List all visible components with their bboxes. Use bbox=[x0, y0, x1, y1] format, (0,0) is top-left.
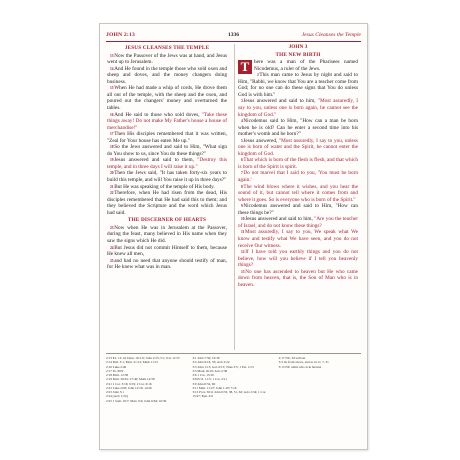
verse bbox=[107, 190, 227, 216]
cross-reference: 3:13 NU omits who is in heaven bbox=[278, 364, 322, 369]
bible-page bbox=[99, 23, 368, 450]
verse-number: 9 bbox=[241, 204, 243, 209]
header-title: Jesus Cleanses the Temple bbox=[301, 32, 361, 38]
verse bbox=[107, 131, 227, 144]
verse-text: and had no need that anyone should testify of man, for He knew what was in man. bbox=[107, 257, 227, 271]
words-of-christ: Do not marvel that I said to you, 'You must be born again.' bbox=[238, 170, 358, 184]
cross-reference: 3:8 Eccl. 11:5; 1 Cor. 2:11 bbox=[192, 377, 227, 382]
verse-text: And He found in the temple those who sold oxen and sheep and doves, and the money changers doing business. bbox=[107, 65, 227, 85]
words-of-christ: Most assuredly, I say to you, We speak what We know and testify what We have seen, and you do not receive Our witness. bbox=[238, 229, 358, 249]
verse-number: 14 bbox=[110, 66, 114, 71]
verse-number: 13 bbox=[110, 53, 114, 58]
verse-text: Jesus answered, bbox=[243, 137, 279, 144]
cross-reference-column-2 bbox=[192, 356, 274, 444]
verse bbox=[238, 229, 358, 249]
verse-text: Then His disciples remembered that it was written, "Zeal for Your house has eaten Me up." bbox=[107, 131, 227, 144]
cross-reference: 2:19 Matt. 26:61; 27:40; Mark 14:58 bbox=[106, 377, 155, 382]
verse bbox=[238, 249, 358, 269]
cross-reference: 3:2 John 9:16, 33; Acts 2:22 bbox=[192, 360, 230, 365]
verse-text: So the Jews answered and said to Him, "What sign do You show to us, since You do these things?" bbox=[107, 144, 227, 157]
words-of-christ: That which is born of the flesh is flesh, and that which is born of the Spirit is spirit. bbox=[238, 157, 358, 170]
cross-reference: 3:1 John 7:50; 19:39 bbox=[192, 356, 220, 360]
verse-number: 13 bbox=[241, 269, 245, 274]
verse bbox=[107, 112, 227, 132]
verse-number: 18 bbox=[110, 145, 114, 150]
verse-number: 20 bbox=[110, 171, 114, 176]
words-of-christ: "Most assuredly, I say to you, unless one is born again, he cannot see the kingdom of God." bbox=[238, 98, 358, 118]
verse-text: When He had made a whip of cords, He drove them all out of the temple, with the sheep and the oxen, and poured out the changers' money and overturned the tables. bbox=[107, 85, 227, 111]
verse bbox=[238, 72, 358, 98]
cross-reference: 3:11 Matt. 11:27; John 1:18; 7:16 bbox=[192, 385, 237, 390]
verse bbox=[238, 184, 358, 204]
verse-text: Nicodemus said to Him, "How can a man be born when he is old? Can he enter a second time into his mother's womb and be born?" bbox=[238, 118, 358, 138]
verse bbox=[238, 138, 358, 158]
verse-text: Jesus answered and said to him, bbox=[245, 216, 315, 223]
cross-references bbox=[106, 356, 361, 444]
section-heading-temple: JESUS CLEANSES THE TEMPLE bbox=[124, 45, 210, 51]
verse bbox=[238, 157, 358, 170]
cross-reference: 3:9 John 6:52, 60 bbox=[192, 381, 216, 386]
cross-reference: 3:13 Prov. 30:4; John 6:33, 38, 51, 62; Acts 2:34; 1 Cor. 15:47; Eph. 4:9 bbox=[192, 390, 267, 399]
verse-text: Jesus answered and said to him, bbox=[243, 98, 318, 105]
drop-cap: T bbox=[238, 60, 252, 74]
verse bbox=[107, 53, 227, 66]
column-divider bbox=[234, 44, 235, 350]
cross-reference: 2:21 1 Cor. 3:16; 6:19; 2 Cor. 6:16 bbox=[106, 381, 152, 386]
cross-reference: 2:24 [Acts 1:24] bbox=[106, 394, 128, 399]
running-header bbox=[106, 30, 361, 40]
verse-number: 22 bbox=[110, 191, 114, 196]
verse-text: But He was speaking of the temple of His body. bbox=[114, 183, 215, 190]
chapter-title: JOHN 3 bbox=[288, 44, 308, 50]
verse-text: And He said to those who sold doves, bbox=[114, 111, 202, 118]
verse-number: 3 bbox=[241, 99, 243, 104]
verse bbox=[238, 216, 358, 229]
verse bbox=[107, 144, 227, 157]
right-verse-group bbox=[238, 72, 358, 288]
verse bbox=[107, 170, 227, 183]
right-column bbox=[238, 44, 358, 350]
verse-text: But Jesus did not commit Himself to them, because He knew all men, bbox=[107, 244, 227, 258]
cross-reference: 2:17 Ps. 69:9 bbox=[106, 368, 124, 373]
verse-number: 16 bbox=[110, 112, 114, 117]
verse-number: 21 bbox=[110, 184, 114, 189]
verse-number: 8 bbox=[241, 184, 243, 189]
cross-reference: 2:23 John 5:1 bbox=[106, 390, 124, 394]
cross-reference: 2:22 Luke 24:8; John 12:16; 14:26 bbox=[106, 385, 152, 390]
cross-reference: 3:6 1 Cor. 15:50 bbox=[192, 373, 214, 377]
words-of-christ: "Take these things away! Do not make My Father's house a house of merchandise!" bbox=[107, 111, 227, 131]
verse-number: 12 bbox=[241, 250, 245, 255]
words-of-christ: "Destroy this temple, and in three days I will raise it up." bbox=[107, 157, 227, 170]
verse-number: 23 bbox=[110, 225, 114, 230]
verse bbox=[238, 98, 358, 118]
cross-reference: 2:18 Matt. 12:38 bbox=[106, 373, 129, 377]
cross-reference: 2:17 NU, M will eat bbox=[278, 356, 306, 360]
verse bbox=[107, 66, 227, 86]
verse-number: 25 bbox=[110, 258, 114, 263]
verse-number: 15 bbox=[110, 86, 114, 91]
verse-number: 19 bbox=[110, 158, 114, 163]
left-verse-group-1 bbox=[107, 53, 227, 217]
verse-number: 5 bbox=[241, 138, 243, 143]
verse bbox=[238, 170, 358, 183]
left-column bbox=[107, 44, 227, 350]
verse-text: Now the Passover of the Jews was at hand, and Jesus went up to Jerusalem. bbox=[107, 52, 227, 66]
verse-text: Nicodemus answered and said to Him, "How can these things be?" bbox=[238, 203, 358, 216]
verse-number: 4 bbox=[241, 119, 243, 124]
cross-reference: 2:16 Luke 2:49 bbox=[106, 364, 127, 369]
cross-reference: 2:14 Mal. 3:1; Matt. 21:12; Mark 11:15 bbox=[106, 360, 159, 365]
verse bbox=[107, 258, 227, 271]
verse-text: Jesus answered and said to them, bbox=[114, 157, 198, 164]
verse-text: Then the Jews said, "It has taken forty-six years to build this temple, and will You raise it up in three days?" bbox=[107, 170, 227, 183]
verse-number: 7 bbox=[241, 171, 243, 176]
verse-text: Now when He was in Jerusalem at the Passover, during the feast, many believed in His name when they saw the signs which He did. bbox=[107, 224, 227, 244]
cross-reference: 3:3 Or from above, and so in vv. 7, 31 bbox=[278, 360, 329, 365]
cross-reference: 3:3 John 1:13; Gal. 6:15; Titus 3:5; 1 Pet. 1:23 bbox=[192, 364, 254, 369]
verse-number: 17 bbox=[110, 132, 114, 137]
verse bbox=[107, 85, 227, 111]
header-reference: JOHN 2:13 bbox=[106, 32, 135, 38]
words-of-christ: "Are you the teacher of Israel, and do not know these things? bbox=[238, 216, 358, 229]
verse-number: 11 bbox=[241, 230, 245, 235]
footnote-rule bbox=[106, 353, 361, 354]
words-of-christ: "Most assuredly, I say to you, unless one is born of water and the Spirit, he cannot enter the kingdom of God. bbox=[238, 137, 358, 157]
verse bbox=[238, 203, 358, 216]
section-heading-new-birth: THE NEW BIRTH bbox=[275, 51, 321, 58]
verse bbox=[238, 118, 358, 138]
verse bbox=[107, 245, 227, 258]
verse bbox=[107, 225, 227, 245]
words-of-christ: If I have told you earthly things and you do not believe, how will you believe if I tell you heavenly things? bbox=[238, 249, 358, 269]
section-heading-discerner: THE DISCERNER OF HEARTS bbox=[127, 217, 207, 224]
cross-reference: 2:25 1 Sam. 16:7; Matt. 9:4; John 6:64; 16:30 bbox=[106, 398, 167, 403]
verse-text: This man came to Jesus by night and said to Him, "Rabbi, we know that You are a teacher come from God; for no one can do these signs that You do unless God is with him." bbox=[238, 72, 358, 98]
verse-number: 10 bbox=[241, 217, 245, 222]
verse-text: here was a man of the Pharisees named Nicodemus, a ruler of the Jews. bbox=[254, 59, 358, 72]
header-rule bbox=[106, 41, 361, 42]
verse bbox=[107, 157, 227, 170]
words-of-christ: The wind blows where it wishes, and you hear the sound of it, but cannot tell where it comes from and where it goes. So is everyone who is born of the Spirit." bbox=[238, 183, 358, 203]
verse-3-1 bbox=[238, 59, 358, 75]
left-verse-group-2 bbox=[107, 225, 227, 271]
verse-number: 6 bbox=[241, 158, 243, 163]
cross-reference: 2:13 Ex. 12:14; Deut. 16:1-6; John 2:23; 5:1; 6:4; 11:55 bbox=[106, 356, 180, 360]
verse-number: 24 bbox=[110, 245, 114, 250]
words-of-christ: No one has ascended to heaven but He who came down from heaven, that is, the Son of Man who is in heaven. bbox=[238, 268, 358, 288]
page-number: 1336 bbox=[227, 32, 240, 38]
verse bbox=[238, 269, 358, 289]
verse-number: 2 bbox=[257, 73, 259, 78]
cross-reference-column-3 bbox=[279, 356, 361, 444]
verse-text: Therefore, when He had risen from the dead, His disciples remembered that He had said this to them; and they believed the Scripture and the word which Jesus had said. bbox=[107, 190, 227, 216]
cross-reference: 3:5 Mark 16:16; Acts 2:38 bbox=[192, 368, 228, 373]
cross-reference-column-1 bbox=[106, 356, 188, 444]
